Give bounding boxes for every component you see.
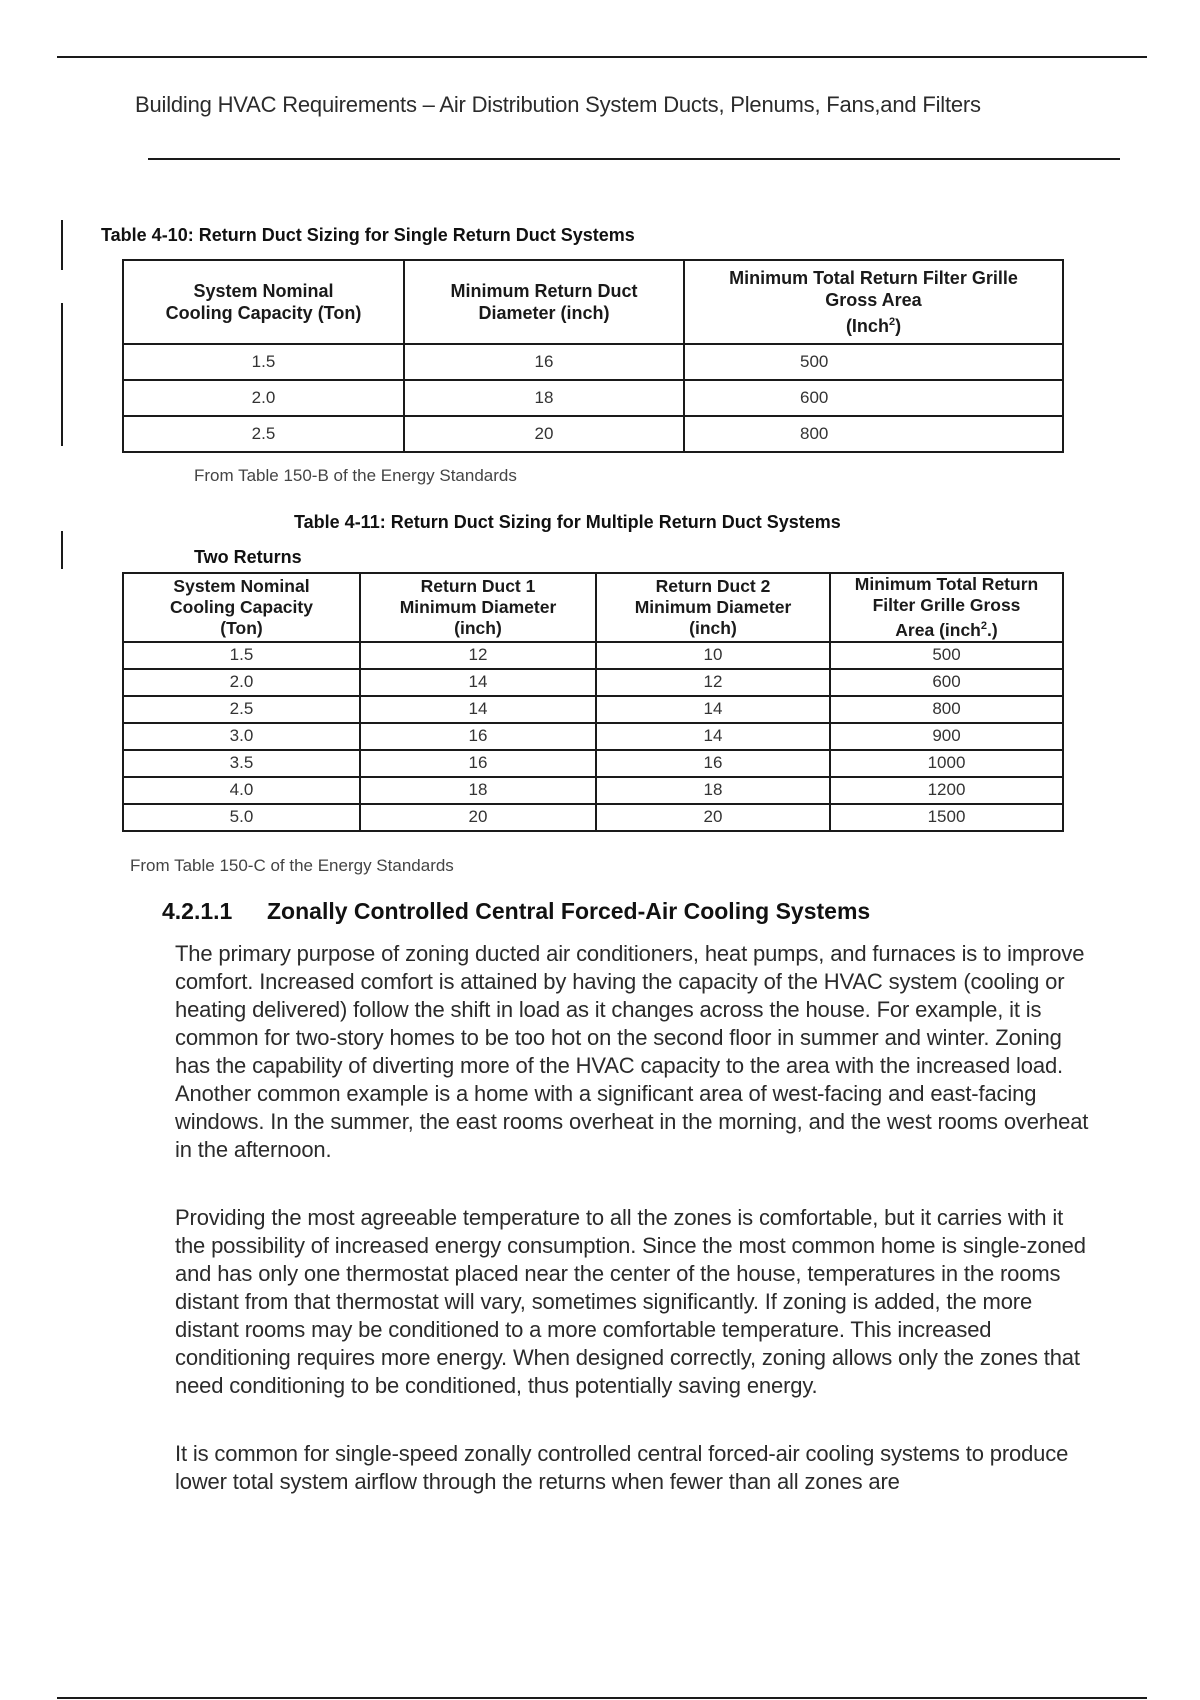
cell-capacity: 4.0 bbox=[123, 777, 360, 804]
cell-duct-1: 16 bbox=[360, 723, 596, 750]
cell-duct-1: 18 bbox=[360, 777, 596, 804]
section-title: Zonally Controlled Central Forced-Air Cooling Systems bbox=[267, 898, 871, 924]
header-top-rule bbox=[57, 56, 1147, 58]
cell-capacity: 3.5 bbox=[123, 750, 360, 777]
cell-duct-1: 16 bbox=[360, 750, 596, 777]
table-row bbox=[123, 642, 1063, 669]
table-row bbox=[123, 723, 1063, 750]
cell-duct-2: 10 bbox=[596, 642, 830, 669]
cell-capacity: 2.5 bbox=[123, 696, 360, 723]
body-paragraph: It is common for single-speed zonally controlled central forced-air cooling systems to produce lower total system airflow through the returns when fewer than all zones are bbox=[175, 1441, 1069, 1494]
cell-duct-2: 18 bbox=[596, 777, 830, 804]
table-row bbox=[123, 344, 1063, 380]
cell-duct-1: 14 bbox=[360, 669, 596, 696]
cell-duct-1: 14 bbox=[360, 696, 596, 723]
cell-grille-area: 500 bbox=[830, 642, 1063, 669]
table-4-10-caption: Table 4-10: Return Duct Sizing for Single Return Duct Systems bbox=[101, 225, 635, 245]
cell-duct-2: 16 bbox=[596, 750, 830, 777]
table-4-11-caption: Table 4-11: Return Duct Sizing for Multiple Return Duct Systems bbox=[294, 512, 841, 532]
table-header-row bbox=[123, 260, 1063, 344]
cell-grille-area: 600 bbox=[830, 669, 1063, 696]
cell-grille-area: 600 bbox=[684, 380, 1063, 416]
table-row bbox=[123, 416, 1063, 452]
cell-grille-area: 1500 bbox=[830, 804, 1063, 831]
column-header-duct-1: Return Duct 1 Minimum Diameter (inch) bbox=[360, 573, 596, 642]
table-row bbox=[123, 750, 1063, 777]
cell-capacity: 2.5 bbox=[123, 416, 404, 452]
column-header-duct-2: Return Duct 2 Minimum Diameter (inch) bbox=[596, 573, 830, 642]
cell-capacity: 1.5 bbox=[123, 642, 360, 669]
change-bar bbox=[61, 303, 63, 446]
cell-capacity: 3.0 bbox=[123, 723, 360, 750]
cell-capacity: 2.0 bbox=[123, 380, 404, 416]
section-number: 4.2.1.1 bbox=[162, 898, 233, 924]
cell-duct-2: 14 bbox=[596, 723, 830, 750]
cell-diameter: 18 bbox=[404, 380, 684, 416]
table-4-11-source: From Table 150-C of the Energy Standards bbox=[130, 856, 454, 875]
body-paragraph: The primary purpose of zoning ducted air conditioners, heat pumps, and furnaces is to improve comfort. Increased comfort is attained by having the capacity of the HVAC system (cooling or heating delivered) follow the shift in load as it changes across the house. For example, it is common for two-story homes to be too hot on the second floor in summer and winter. Zoning has the capability of diverting more of the HVAC capacity to the area with the increased load. Another common example is a home with a significant area of west-facing and east-facing windows. In the summer, the east rooms overheat in the morning, and the west rooms overheat in the afternoon. bbox=[175, 941, 1089, 1162]
body-paragraph: Providing the most agreeable temperature to all the zones is comfortable, but it carries with it the possibility of increased energy consumption. Since the most common home is single-zoned and has only one thermostat placed near the center of the house, temperatures in the rooms distant from that thermostat will vary, sometimes significantly. If zoning is added, the more distant rooms may be conditioned to a more comfortable temperature. This increased conditioning requires more energy. When designed correctly, zoning allows only the zones that need conditioning to be conditioned, thus potentially saving energy. bbox=[175, 1205, 1086, 1398]
cell-grille-area: 900 bbox=[830, 723, 1063, 750]
column-header-capacity: System Nominal Cooling Capacity (Ton) bbox=[123, 573, 360, 642]
cell-duct-2: 20 bbox=[596, 804, 830, 831]
cell-grille-area: 1000 bbox=[830, 750, 1063, 777]
column-header-diameter: Minimum Return Duct Diameter (inch) bbox=[404, 260, 684, 344]
column-header-grille-area: Minimum Total Return Filter Grille Gross Area (inch$^2$.) bbox=[830, 573, 1063, 642]
cell-diameter: 20 bbox=[404, 416, 684, 452]
cell-capacity: 5.0 bbox=[123, 804, 360, 831]
cell-duct-1: 20 bbox=[360, 804, 596, 831]
table-4-11 bbox=[122, 572, 1064, 832]
section-heading bbox=[162, 898, 870, 925]
cell-grille-area: 1200 bbox=[830, 777, 1063, 804]
running-header: Building HVAC Requirements – Air Distribution System Ducts, Plenums, Fans,and Filters bbox=[135, 92, 981, 117]
cell-duct-1: 12 bbox=[360, 642, 596, 669]
table-row bbox=[123, 777, 1063, 804]
footer-rule bbox=[57, 1697, 1147, 1699]
cell-grille-area: 800 bbox=[684, 416, 1063, 452]
table-4-10 bbox=[122, 259, 1064, 453]
cell-duct-2: 14 bbox=[596, 696, 830, 723]
table-4-10-source: From Table 150-B of the Energy Standards bbox=[194, 466, 517, 485]
cell-diameter: 16 bbox=[404, 344, 684, 380]
change-bar bbox=[61, 220, 63, 270]
cell-grille-area: 800 bbox=[830, 696, 1063, 723]
table-4-11-subcaption: Two Returns bbox=[194, 547, 302, 567]
table-header-row bbox=[123, 573, 1063, 642]
table-row bbox=[123, 380, 1063, 416]
column-header-grille-area: Minimum Total Return Filter Grille Gross Area (Inch$^2$) bbox=[684, 260, 1063, 344]
cell-grille-area: 500 bbox=[684, 344, 1063, 380]
cell-capacity: 2.0 bbox=[123, 669, 360, 696]
cell-capacity: 1.5 bbox=[123, 344, 404, 380]
cell-duct-2: 12 bbox=[596, 669, 830, 696]
header-bottom-rule bbox=[148, 158, 1120, 160]
table-row bbox=[123, 696, 1063, 723]
change-bar bbox=[61, 531, 63, 569]
column-header-capacity: System Nominal Cooling Capacity (Ton) bbox=[123, 260, 404, 344]
table-row bbox=[123, 669, 1063, 696]
table-row bbox=[123, 804, 1063, 831]
